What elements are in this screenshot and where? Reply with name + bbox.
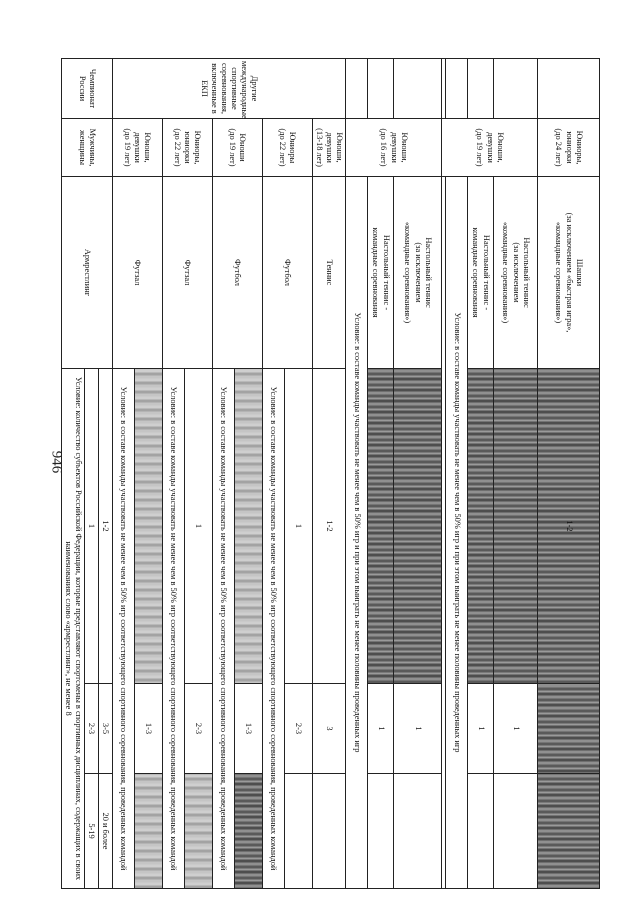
group-juniors-u22: Юниоры (до 22 лет) — [262, 119, 312, 177]
fb2-score-2: 1-3 — [234, 684, 262, 774]
page-table-area — [63, 58, 600, 888]
fb2-score-1 — [234, 369, 262, 684]
group-u16: Юноши, девушки (до 16 лет) — [346, 119, 442, 177]
score-dash-1: 1 — [494, 684, 538, 774]
discipline-checkers: Шашки (за исключением «быстрая игра», «командные соревнования») — [538, 177, 600, 369]
group-13-18: Юноши, девушки (13-18 лет) — [312, 119, 345, 177]
condition-team-3: Условие: в составе команды участвовать не менее чем в 50% игр соответствующего спортивного соревнования, проведенных командой — [162, 369, 184, 889]
tennis-score-2: 3 — [312, 684, 345, 774]
fu1-score-1: 1 — [184, 369, 212, 684]
cell-dark-a — [538, 684, 600, 774]
condition-team-2: Условие: в составе команды участвовать не менее чем в 50% игр соответствующего спортивного соревнования, проведенных командой — [212, 369, 234, 889]
discipline-futsal-2: Футзал — [112, 177, 162, 369]
discipline-armwrestling: Армрестлинг — [61, 177, 112, 369]
discipline-football-1: Футбол — [262, 177, 312, 369]
score-1-2-top: 1-2 — [538, 369, 600, 684]
score-dash-2: 1 — [468, 684, 494, 774]
col1-blank — [394, 59, 442, 119]
col1-blank — [494, 59, 538, 119]
score-dash-4: 1 — [368, 684, 394, 774]
fu2-score-2: 1-3 — [134, 684, 162, 774]
fb1-blank — [284, 774, 312, 889]
fb1-score-1: 1 — [284, 369, 312, 684]
cell-blank-1 — [494, 774, 538, 889]
condition-50-b: Условие: в составе команды участвовать не менее чем в 50% игр и при этом выиграть не менее половины проведенных игр — [346, 177, 368, 889]
other-competitions-label: Другие международные спортивные соревнования, включенные в ЕКП — [112, 59, 345, 119]
score-dark-2 — [468, 369, 494, 684]
tennis-score-1: 1-2 — [312, 369, 345, 684]
score-dark-3 — [394, 369, 442, 684]
group-men-women: Мужчины, женщины — [61, 119, 112, 177]
champ-b3: 5-19 — [84, 774, 98, 889]
fu2-mid — [134, 774, 162, 889]
fb2-dark — [234, 774, 262, 889]
score-dark-1 — [494, 369, 538, 684]
col1-blank — [346, 59, 368, 119]
discipline-tt-d: Настольный теннис - командные соревнования — [368, 177, 394, 369]
group-u24: Юниоры, юниорки (до 24 лет) — [538, 119, 600, 177]
cell-blank-4 — [368, 774, 394, 889]
page-number: 946 — [48, 450, 65, 474]
champ-b1: 1 — [84, 369, 98, 684]
group-boys-u19: Юноши (до 19 лет) — [212, 119, 262, 177]
score-dark-4 — [368, 369, 394, 684]
champ-a1: 1-2 — [98, 369, 112, 684]
discipline-tennis: Теннис — [312, 177, 345, 369]
condition-team-1: Условие: в составе команды участвовать не менее чем в 50% игр соответствующего спортивного соревнования, проведенных командой — [262, 369, 284, 889]
group-u22-futsal: Юниоры, юниорки (до 22 лет) — [162, 119, 212, 177]
score-dash-3: 1 — [394, 684, 442, 774]
champ-a2: 3-5 — [98, 684, 112, 774]
fu1-score-2: 2-3 — [184, 684, 212, 774]
discipline-futsal-1: Футзал — [162, 177, 212, 369]
condition-subjects: Условие: количество субъектов Российской Федерации, которые представляют спортсмены в спортивных дисциплинах, содержащих в своих наименованиях слово «армрестлинг», не менее 8 — [61, 369, 84, 889]
condition-team-4: Условие: в составе команды участвовать не менее чем в 50% игр соответствующего спортивного соревнования, проведенных командой — [112, 369, 134, 889]
discipline-tt-b: Настольный теннис - командные соревнования — [468, 177, 494, 369]
condition-50-a: Условие: в составе команды участвовать не менее чем в 50% игр и при этом выиграть не менее половины проведенных игр — [446, 177, 468, 889]
col1-blank — [442, 59, 446, 119]
championship-label: Чемпионат России — [61, 59, 112, 119]
col1-blank — [446, 59, 468, 119]
sports-table — [61, 58, 600, 889]
fu2-score-1 — [134, 369, 162, 684]
fu1-mid — [184, 774, 212, 889]
cell-blank-2 — [468, 774, 494, 889]
discipline-tt-a: Настольный теннис (за исключением «командные соревнования») — [494, 177, 538, 369]
rotated-table-wrapper — [63, 58, 600, 888]
group-u19-futsal: Юноши, девушки (до 19 лет) — [112, 119, 162, 177]
champ-b2: 2-3 — [84, 684, 98, 774]
cell-dark-b — [538, 774, 600, 889]
col1-blank — [468, 59, 494, 119]
col1-top-blank — [538, 59, 600, 119]
fb1-score-2: 2-3 — [284, 684, 312, 774]
cell-blank-3 — [394, 774, 442, 889]
discipline-tt-c: Настольный теннис (за исключением «командные соревнования») — [394, 177, 442, 369]
group-u19-a: Юноши, девушки (до 19 лет) — [442, 119, 538, 177]
tennis-blank — [312, 774, 345, 889]
col1-blank — [368, 59, 394, 119]
spacer-row — [442, 177, 446, 889]
discipline-football-2: Футбол — [212, 177, 262, 369]
champ-a3: 20 и более — [98, 774, 112, 889]
